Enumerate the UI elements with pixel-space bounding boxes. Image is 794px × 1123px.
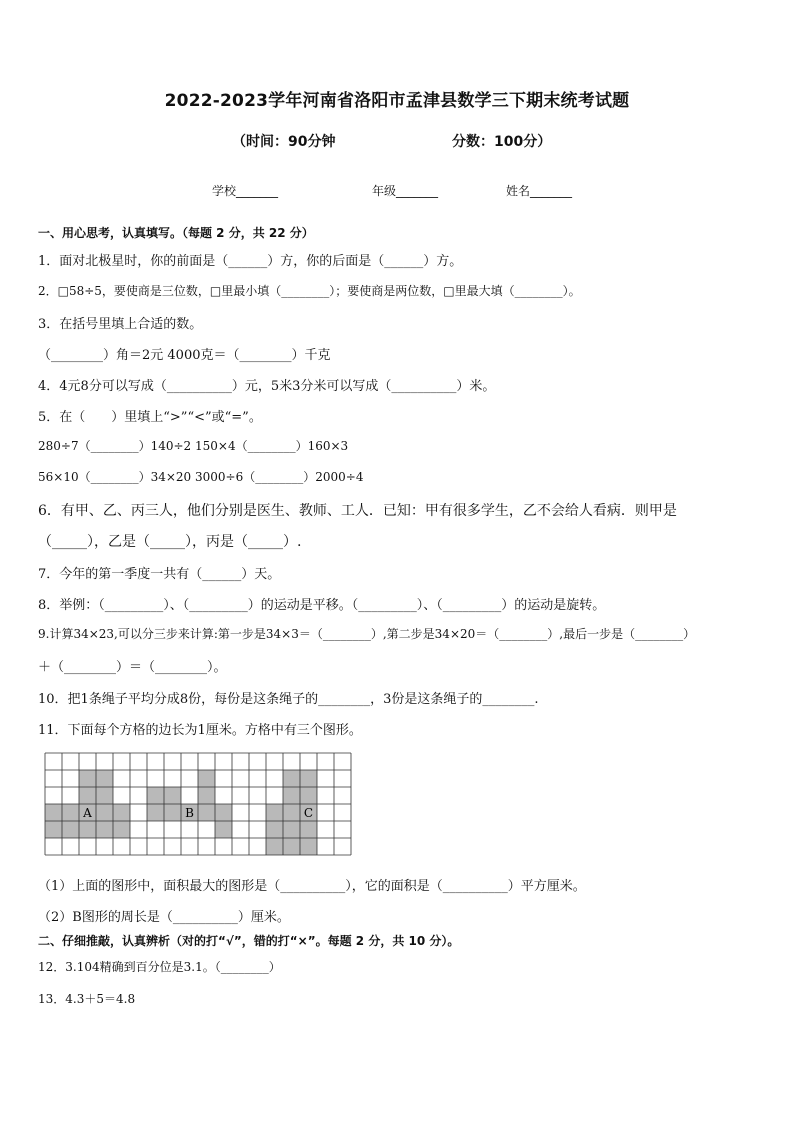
shape-label-a: A	[83, 806, 92, 820]
shaded-cell	[164, 804, 181, 821]
question-5-row-2: 56×10（________）34×20 3000÷6（________）2000÷4	[38, 470, 364, 484]
shaded-cell	[113, 821, 130, 838]
shaded-cell	[300, 821, 317, 838]
shaded-cell	[266, 821, 283, 838]
question-2: 2．□58÷5，要使商是三位数，□里最小填（________）；要使商是两位数，□里最大填（________）。	[38, 284, 581, 298]
shaded-cell	[96, 770, 113, 787]
grade-field[interactable]: 年级_______	[372, 184, 439, 198]
question-6-line-1: 6．有甲、乙、丙三人，他们分别是医生、教师、工人．已知：甲有很多学生，乙不会给人看病．则甲是	[38, 503, 677, 519]
shaded-cell	[198, 787, 215, 804]
question-12: 12．3.104精确到百分位是3.1。（________）	[38, 960, 281, 974]
question-3-items: （________）角＝2元 4000克＝（________）千克	[38, 348, 331, 363]
shaded-cell	[96, 821, 113, 838]
page-title: 2022-2023学年河南省洛阳市孟津县数学三下期末统考试题	[164, 91, 630, 111]
section-2-heading: 二、仔细推敲，认真辨析（对的打“√”，错的打“×”。每题 2 分，共 10 分）。	[38, 934, 460, 948]
question-8: 8．举例：（_________）、（_________）的运动是平移。（_________）、（_________）的运动是旋转。	[38, 598, 606, 613]
exam-score: 分数：100分）	[452, 134, 552, 150]
shaded-cell	[266, 804, 283, 821]
grid-svg	[44, 752, 352, 856]
question-4: 4．4元8分可以写成（__________）元，5米3分米可以写成（__________）米。	[38, 379, 496, 394]
question-9-line-2: ＋（________）＝（________）。	[38, 660, 227, 675]
shaded-cell	[283, 821, 300, 838]
shaded-cell	[79, 821, 96, 838]
question-5-row-1: 280÷7（________）140÷2 150×4（________）160×3	[38, 439, 349, 453]
question-10: 10．把1条绳子平均分成8份，每份是这条绳子的________，3份是这条绳子的________.	[38, 692, 539, 707]
shaded-cell	[79, 787, 96, 804]
question-11-part-1: （1）上面的图形中，面积最大的图形是（__________），它的面积是（__________）平方厘米。	[38, 879, 586, 894]
shaded-cell	[79, 770, 96, 787]
shaded-cell	[198, 804, 215, 821]
shape-label-b: B	[185, 806, 194, 820]
shaded-cell	[62, 821, 79, 838]
shaded-cell	[215, 821, 232, 838]
shaded-cell	[147, 787, 164, 804]
question-5: 5．在（ ）里填上“>”“<”或“=”。	[38, 410, 262, 425]
shaded-cell	[283, 804, 300, 821]
shaded-cell	[96, 787, 113, 804]
exam-time: （时间：90分钟	[232, 134, 336, 150]
shaded-cell	[147, 804, 164, 821]
school-field[interactable]: 学校_______	[212, 184, 279, 198]
question-11-part-2: （2）B图形的周长是（__________）厘米。	[38, 910, 290, 925]
shaded-cell	[45, 821, 62, 838]
shaded-cell	[283, 838, 300, 855]
name-field[interactable]: 姓名_______	[506, 184, 573, 198]
question-7: 7．今年的第一季度一共有（______）天。	[38, 567, 281, 582]
question-11: 11．下面每个方格的边长为1厘米。方格中有三个图形。	[38, 723, 362, 738]
grid-figure	[44, 752, 352, 856]
shaded-cell	[283, 787, 300, 804]
question-9-line-1: 9.计算34×23,可以分三步来计算:第一步是34×3＝（________）,第二步是34×20＝（________）,最后一步是（________）	[38, 627, 696, 641]
shaded-cell	[215, 804, 232, 821]
question-13: 13．4.3＋5＝4.8	[38, 992, 136, 1006]
shaded-cell	[300, 787, 317, 804]
shaded-cell	[164, 787, 181, 804]
shaded-cell	[113, 804, 130, 821]
shaded-cell	[266, 838, 283, 855]
shaded-cell	[45, 804, 62, 821]
question-6-line-2: （_____），乙是（_____），丙是（_____）.	[38, 534, 302, 550]
shape-label-c: C	[303, 806, 314, 820]
shaded-cell	[283, 770, 300, 787]
question-3: 3．在括号里填上合适的数。	[38, 317, 203, 332]
shaded-cell	[300, 838, 317, 855]
shaded-cell	[62, 804, 79, 821]
shaded-cell	[300, 770, 317, 787]
section-1-heading: 一、用心思考，认真填写。（每题 2 分，共 22 分）	[38, 226, 314, 240]
question-1: 1．面对北极星时，你的前面是（______）方，你的后面是（______）方。	[38, 254, 463, 269]
shaded-cell	[96, 804, 113, 821]
shaded-cell	[198, 770, 215, 787]
